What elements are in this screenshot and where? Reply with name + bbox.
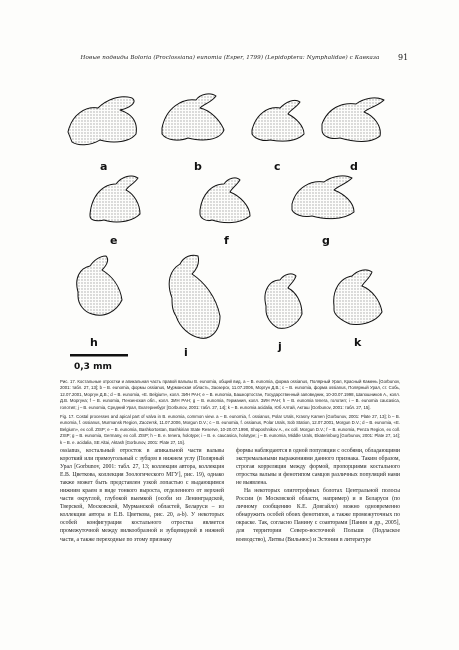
- valva-drawing-e: [90, 176, 140, 222]
- figure-label-j: j: [278, 340, 282, 353]
- figure-label-b: b: [194, 160, 202, 173]
- figure-label-c: c: [274, 160, 281, 173]
- scale-bar: [70, 354, 128, 357]
- caption-russian: Рис. 17. Костальные отростки и апикальная часть правой вальвы B. eunomia, общий вид. a – B. eunomia, форма ossianus, Полярный Урал, Красный Камень [Gorbunov, 2001: табл. 27, 13]; b – B. eunomia, формы ossianus, Мурманская область, Заозерск, 11.07.2006, Моргун Д.В.; c – B. eunomia, форма ossianus, Полярный Урал, ст. Собь, 12.07.2001, Моргун Д.В.; d – B. eunomia, «Е. Belgium», колл. ЗИН РАН; e – B. eunomia, Башкортостан, Государственный заповедник, 10-20.07.1998, Шапошников А., колл. Д.В. Моргуна; f – B. eunomia, Пензенская обл., колл. ЗИН РАН; g – B. eunomia, Германия, колл. ЗИН РАН; h – B. eunomia tenera, голотип; i – B. eunomia caucasica, голотип; j – B. eunomia, Средний Урал, Екатеринбург [Gorbunov, 2001: табл. 27, 14]; k – B. eunomia acidalia, Юб Алтай, Акташ [Gorbunov, 2001: табл. 27, 15].: [60, 379, 400, 410]
- figure-label-e: e: [110, 234, 118, 247]
- caption-english: Fig. 17. Costal processes and apical part of valva in B. eunomia, common view. a – B. eunomia, f. ossianus, Polar Urals, Krasny Kamen [Gorbunov, 2001: Plate 27, 13]; b – B. eunomia, f. ossianus, Murmansk Region, Zaozersk, 11.07.2006, Morgun D.V.; c – B. eunomia, f. ossianus, Polar Urals, Sob Station, 12.07.2001, Morgun D.V.; d – B. eunomia, «E. Belgium», ex coll. ZISP; e – B. eunomia, Bashkortostan, Bashkirian State Reserve, 10-20.07.1998, Shaposhnikov A., ex coll. Morgun D.V.; f – B. eunomia, Penza Region, ex coll. ZISP; g – B. eunomia, Germany, ex coll. ZISP; h – B. e. tenera, holotype; i – B. e. caucasica, holotype; j – B. eunomia, Middle Urals, Ekaterinburg [Gorbunov, 2001: Plate 27, 14]; k – B. e. acidalia, SE Altai, Aktash [Gorbunov, 2001: Plate 27, 15].: [60, 414, 400, 445]
- valva-drawing-c: [252, 100, 304, 141]
- left-column: [60, 447, 224, 544]
- valva-drawing-i: [169, 255, 220, 338]
- right-column: [236, 447, 400, 544]
- valva-drawing-g: [292, 176, 354, 219]
- body-text: [60, 447, 400, 544]
- valva-drawing-j: [265, 274, 302, 328]
- paragraph: На некоторых олиготрофных болотах Центральной полосы России (в Московской области, например) и в Беларуси (по личному сообщению К.Е. Довгайло) можно одновременно обнаружить особей обоих фенотипов, а также промежуточных по окраске. Так, согласно Панину с соавторами [Панин и др., 2005], для территории Северо-восточной Польши (Подлаское воеводство), Литвы (Вильнюс) и Эстонии в литературе: [236, 488, 400, 543]
- paragraph: формы наблюдаются в одной популяции с особями, обладающими экстремальными выражениями данного признака. Таким образом, строгая корреляция между формой, пропорциями костального отростка вальвы и фенотипом самцов различных популяций нами не выявлена.: [236, 448, 400, 487]
- figure-label-d: d: [350, 160, 358, 173]
- figure-label-a: a: [100, 160, 108, 173]
- valva-drawing-a: [68, 97, 136, 145]
- figure-17: [60, 84, 400, 374]
- valva-drawing-h: [77, 256, 122, 315]
- page-number: 91: [398, 53, 409, 62]
- scale-bar-label: 0,3 mm: [74, 362, 112, 372]
- valva-drawing-d: [322, 98, 384, 142]
- valva-drawing-b: [162, 94, 224, 140]
- running-title: Новые подвиды Boloria (Proclossiana) eunomia (Esper, 1799) (Lepidoptera: Nymphalidae) с Кавказа: [80, 55, 380, 61]
- figure-caption: [60, 379, 400, 449]
- paragraph: ossianus, костальный отросток в апикальной части вальвы короткий или прямоугольный с зубцом в нижнем углу (Полярный Урал [Gorbunov, 2001: табл. 27, 13; коллекция автора, коллекция Е.В. Цветкова, коллекция Зоологического МГУ], рис. 19), однако также может быть представлен узкой лопастью с выдающимся нижним краем в виде тонкого выроста, отделенного от верхней части округлой, глубокой выемкой (особи из Ленинградской, Тверской, Московской, Мурманской областей, Беларуси – из коллекции автора и Е.В. Цветкова, рис. 20, a-b). У некоторых особей конфигурация костального отростка является промежуточной между вилкообразной и зубцевидной в нижней части, а также переходные по этому признаку: [60, 448, 224, 543]
- valva-drawing-f: [200, 178, 250, 223]
- figure-label-f: f: [224, 234, 229, 247]
- figure-17-drawings: [60, 84, 400, 374]
- figure-label-k: k: [354, 336, 362, 349]
- figure-label-h: h: [90, 336, 98, 349]
- valva-drawing-k: [334, 270, 382, 325]
- figure-label-g: g: [322, 234, 330, 247]
- figure-label-i: i: [184, 346, 188, 359]
